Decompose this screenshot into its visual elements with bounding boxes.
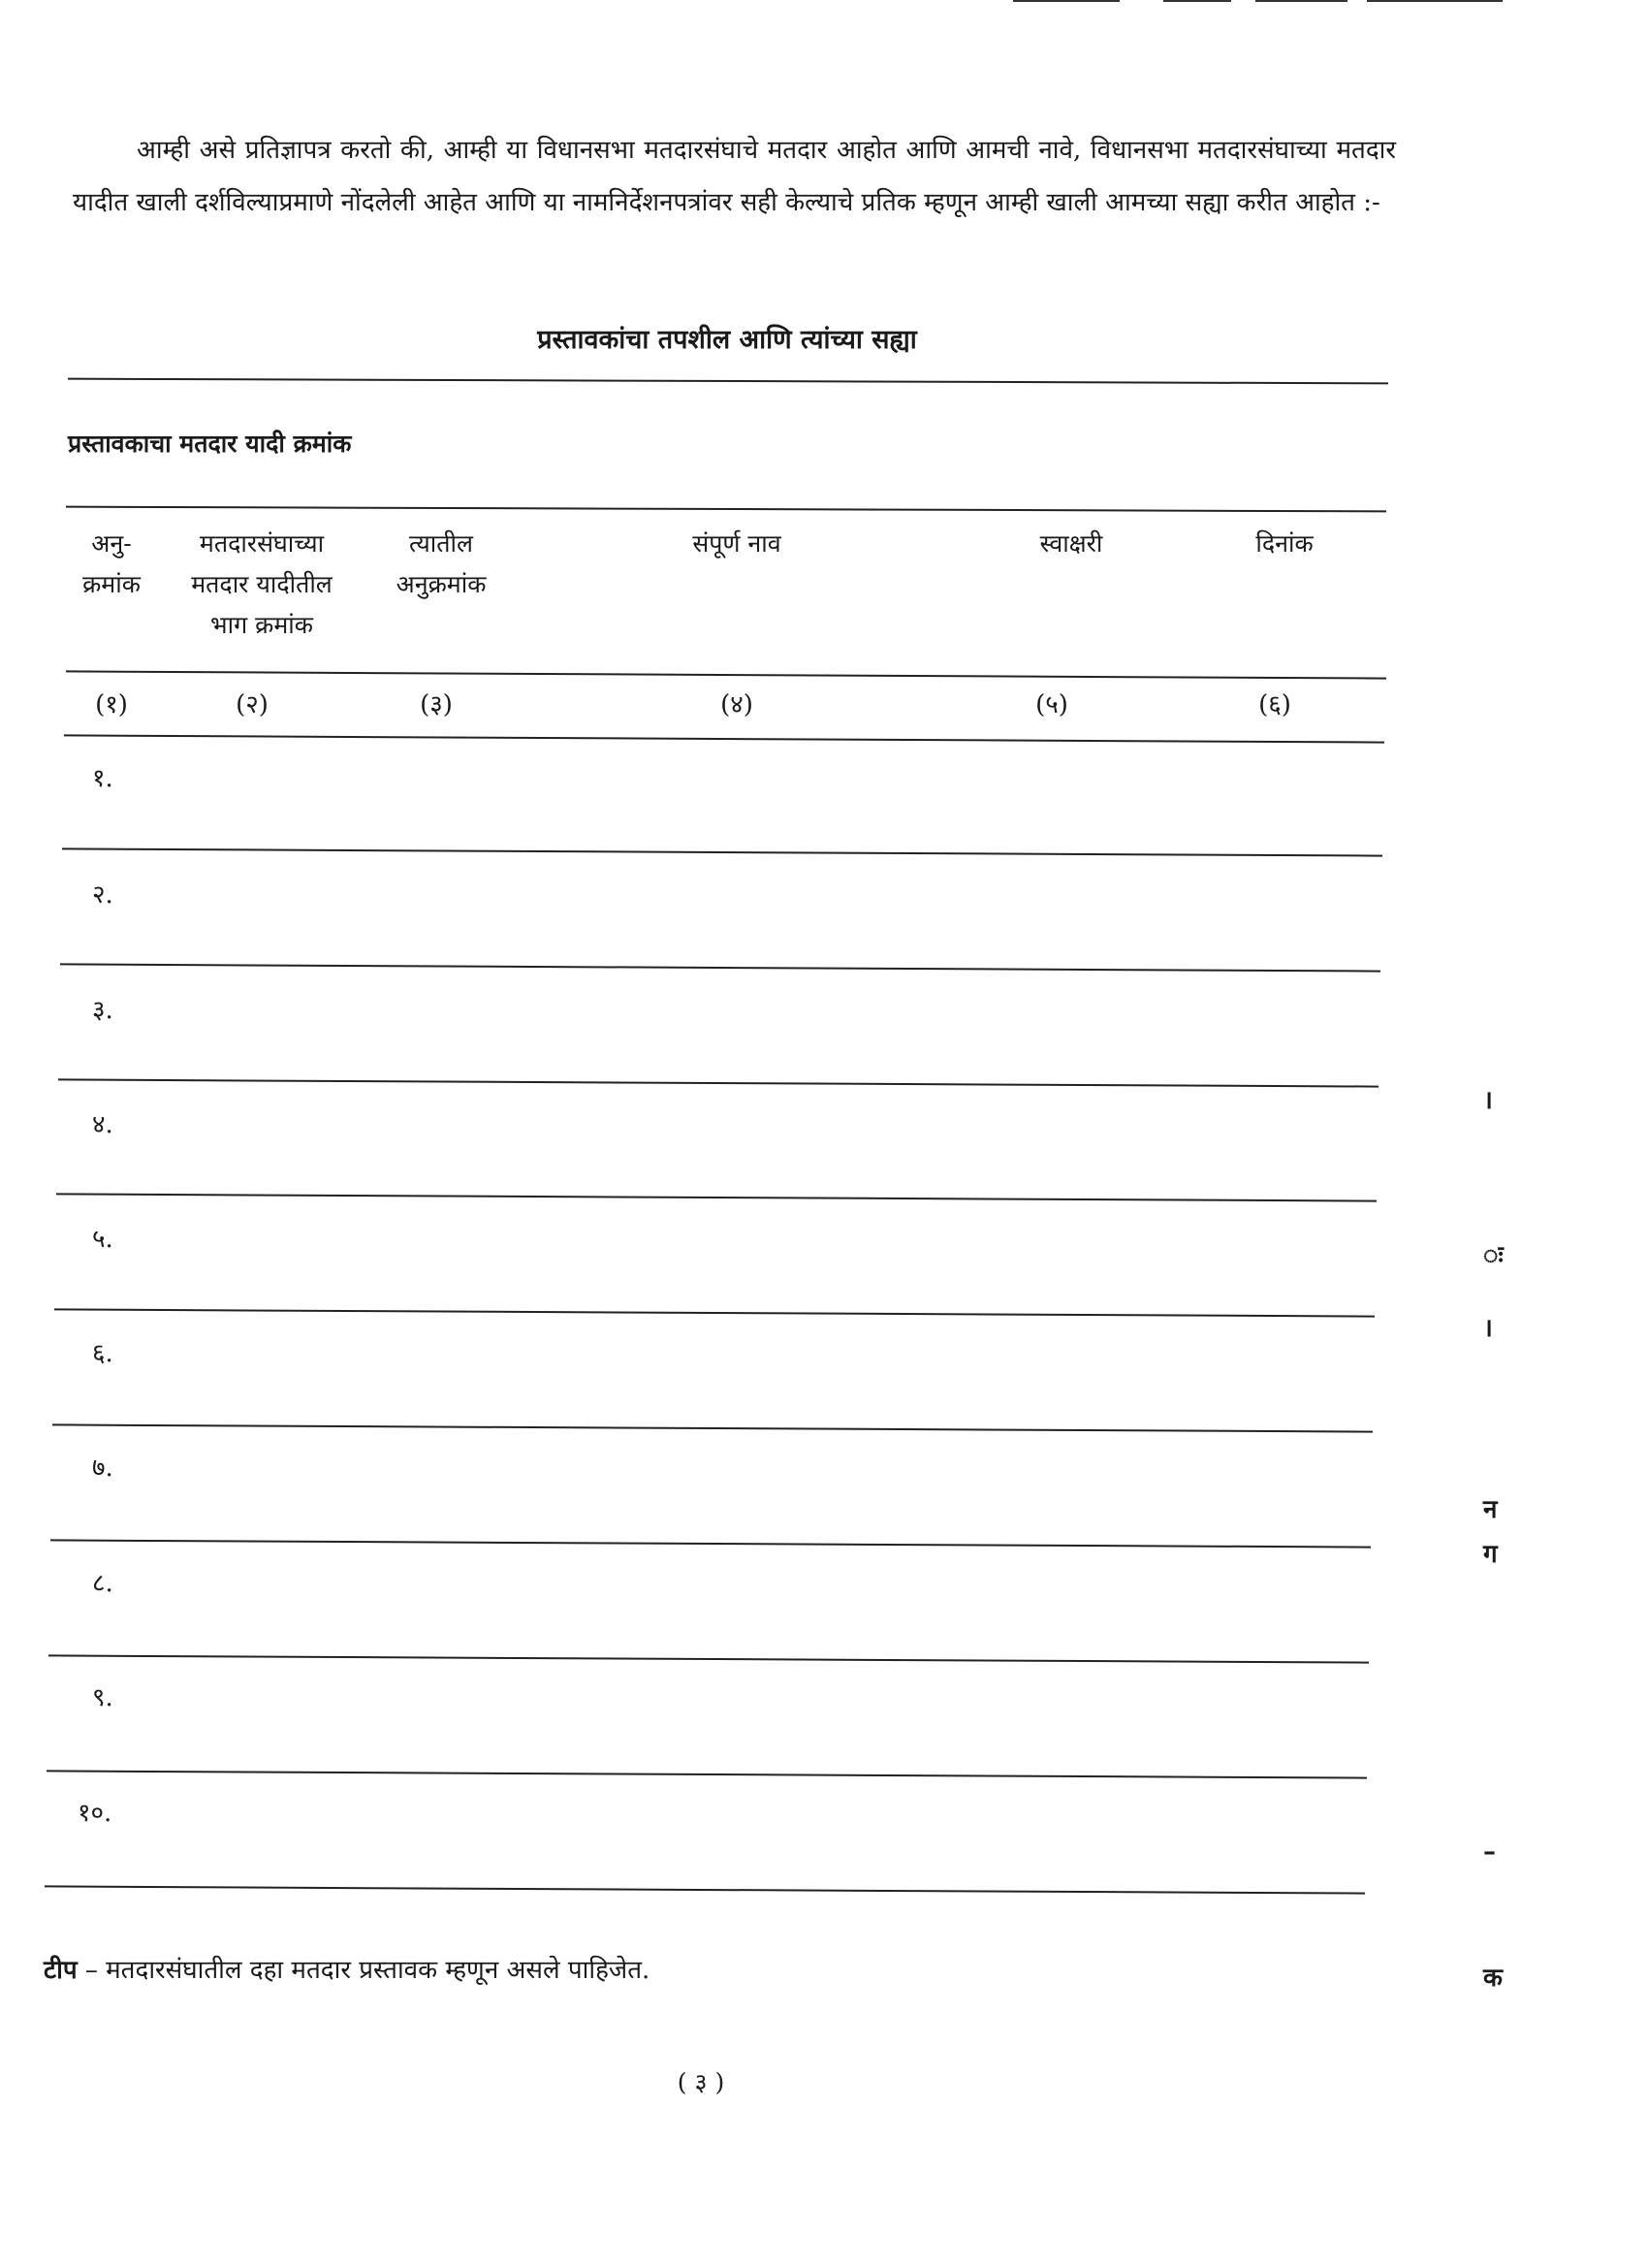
table-row-rule	[50, 1539, 1371, 1548]
margin-fragment: ग	[1483, 1540, 1498, 1569]
table-row-number: ४.	[92, 1110, 113, 1139]
column-number-3: (३)	[420, 690, 453, 719]
scan-mark	[1163, 0, 1231, 2]
footnote-label: टीप	[44, 1956, 78, 1985]
header-date: दिनांक	[1255, 529, 1314, 558]
table-row-number: ५.	[92, 1225, 113, 1254]
title-underline	[68, 378, 1388, 385]
column-number-6: (६)	[1258, 690, 1291, 719]
voter-list-label: प्रस्तावकाचा मतदार यादी क्रमांक	[68, 430, 352, 458]
header-serial-in-part: त्यातील अनुक्रमांक	[396, 529, 487, 598]
table-row-number: ६.	[92, 1339, 113, 1368]
column-number-rule	[64, 734, 1384, 743]
table-row-rule	[48, 1654, 1369, 1663]
table-row-number: २.	[92, 880, 113, 910]
table-row-rule	[45, 1885, 1365, 1894]
margin-fragment: ः	[1483, 1241, 1504, 1270]
scan-mark	[1367, 0, 1503, 2]
header-signature: स्वाक्षरी	[1039, 529, 1103, 558]
margin-fragment: न	[1483, 1495, 1498, 1524]
footnote-text: – मतदारसंघातील दहा मतदार प्रस्तावक म्हणून असले पाहिजेत.	[77, 1956, 650, 1985]
header-full-name: संपूर्ण नाव	[692, 529, 781, 558]
table-row-number: ९.	[92, 1683, 113, 1712]
table-row-number: १.	[92, 764, 113, 793]
margin-fragment: –	[1483, 1837, 1496, 1867]
header-bottom-rule	[66, 670, 1386, 679]
table-row-rule	[62, 847, 1382, 856]
table-row-rule	[58, 1078, 1379, 1087]
header-top-rule	[66, 506, 1386, 513]
column-number-1: (१)	[95, 690, 128, 719]
table-row-number: ७.	[92, 1453, 113, 1483]
scan-mark	[1255, 0, 1347, 2]
margin-fragment: ।	[1483, 1086, 1493, 1115]
margin-fragment: क	[1483, 1964, 1503, 1993]
margin-fragment: ।	[1483, 1314, 1493, 1343]
header-part-number: मतदारसंघाच्या मतदार यादीतील भाग क्रमांक	[191, 529, 333, 639]
table-row-rule	[47, 1770, 1367, 1778]
table-row-rule	[60, 963, 1380, 972]
table-row-rule	[52, 1423, 1373, 1432]
table-row-number: ८.	[92, 1569, 113, 1598]
page-number: ( ३ )	[677, 2068, 725, 2096]
table-row-rule	[56, 1193, 1377, 1201]
table-row-rule	[54, 1308, 1375, 1317]
column-number-5: (५)	[1035, 690, 1068, 719]
scan-mark	[1013, 0, 1120, 2]
table-row-number: ३.	[92, 996, 113, 1025]
section-title: प्रस्तावकांचा तपशील आणि त्यांच्या सह्या	[537, 325, 917, 355]
column-number-2: (२)	[236, 690, 269, 719]
table-row-number: १०.	[78, 1799, 112, 1828]
header-serial-number: अनु- क्रमांक	[82, 529, 141, 598]
footnote	[44, 1951, 650, 1986]
column-number-4: (४)	[720, 690, 753, 719]
declaration-paragraph: आम्ही असे प्रतिज्ञापत्र करतो की, आम्ही या विधानसभा मतदारसंघाचे मतदार आहोत आणि आमची नावे, विधानसभा मतदारसंघाच्या मतदार यादीत खाली दर्शविल्याप्रमाणे नोंदलेली आहेत आणि या नामनिर्देशनपत्रांवर सही केल्याचे प्रतिक म्हणून आम्ही खाली आमच्या सह्या करीत आहोत :-	[73, 136, 1396, 217]
